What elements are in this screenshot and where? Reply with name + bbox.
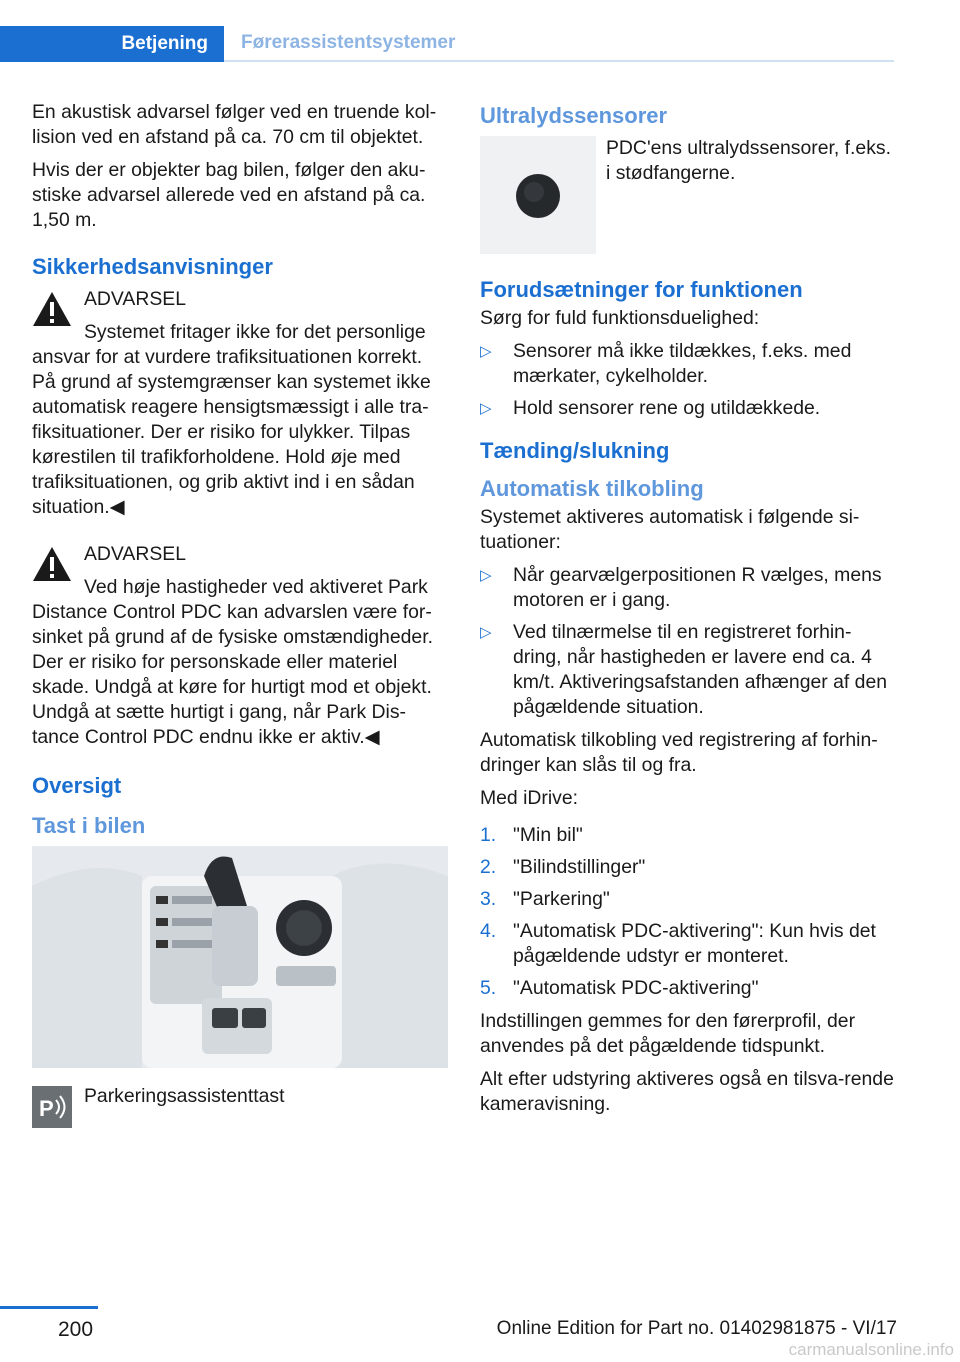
sensors-heading: Ultralydssensorer: [480, 103, 668, 128]
list-item: [480, 396, 896, 421]
list-item-text: Ved tilnærmelse til en registreret forhin-dring, når hastigheden er lavere end ca. 4 km/t. Aktiveringsafstanden afhænger af den pågældende situation.: [513, 621, 888, 718]
overview-heading: Oversigt: [32, 773, 122, 798]
list-item-text: Hold sensorer rene og utildækkede.: [513, 397, 821, 419]
warning-block-2: [32, 542, 448, 750]
center-console-photo: [32, 846, 448, 1068]
warning-triangle-icon: [32, 291, 72, 327]
step-number: 5.: [480, 977, 497, 999]
list-item-text: Når gearvælgerpositionen R vælges, mens motoren er i gang.: [513, 564, 882, 611]
step-item: [480, 855, 896, 880]
sensor-image: [480, 136, 596, 254]
note-profile: Indstillingen gemmes for den førerprofil, der anvendes på det pågældende tidspunkt.: [480, 1010, 856, 1057]
step-text: "Bilindstillinger": [513, 856, 646, 878]
requirements-list: [480, 339, 896, 421]
header-bar: [0, 26, 960, 62]
ultrasonic-sensor-illustration: [480, 136, 596, 254]
step-item: [480, 976, 896, 1001]
step-text: "Automatisk PDC-aktivering": Kun hvis det pågældende udstyr er monteret.: [513, 920, 876, 967]
sensor-row: [480, 136, 896, 254]
step-number: 4.: [480, 920, 497, 942]
idrive-steps: [480, 823, 896, 1001]
tab-betjening[interactable]: Betjening: [0, 26, 224, 62]
button-heading: Tast i bilen: [32, 813, 146, 838]
intro-paragraph-2: Hvis der er objekter bag bilen, følger den aku-stiske advarsel allerede ved en afstand på ca. 1,50 m.: [32, 159, 426, 231]
sensors-description: PDC'ens ultralydssensorer, f.eks. i stødfangerne.: [606, 137, 891, 184]
step-item: [480, 823, 896, 848]
page-number: 200: [58, 1318, 94, 1341]
step-number: 1.: [480, 824, 497, 846]
list-item: [480, 620, 896, 720]
edition-text: Online Edition for Part no. 01402981875 - VI/17: [496, 1318, 897, 1339]
warning-2-body: Distance Control PDC kan advarslen være for-sinket på grund af de fysiske omstændigheder. Der er risiko for personskade eller materiel skade. Undgå at køre for hurtigt mod et objekt. Undgå at sætte hurtigt i gang, når Park Dis-tance Control PDC endnu ikke er aktiv.◀: [32, 601, 433, 748]
step-number: 2.: [480, 856, 497, 878]
auto-toggle-text: Automatisk tilkobling ved registrering af forhin-dringer kan slås til og fra.: [480, 729, 878, 776]
requirements-heading: Forudsætninger for funktionen: [480, 277, 803, 302]
step-text: "Automatisk PDC-aktivering": [513, 977, 759, 999]
triangle-bullet-icon: ▷: [480, 343, 492, 360]
list-item-text: Sensorer må ikke tildækkes, f.eks. med mærkater, cykelholder.: [513, 340, 852, 387]
step-item: [480, 919, 896, 969]
warning-1-first-line: Systemet fritager ikke for det personlige: [84, 321, 426, 343]
console-illustration: [32, 846, 448, 1068]
left-column: [32, 100, 448, 1126]
tab-forerassistentsystemer[interactable]: Førerassistentsystemer: [224, 26, 894, 62]
footer-accent-line: [0, 1306, 98, 1309]
list-item: [480, 563, 896, 613]
warning-2-first-line: Ved høje hastigheder ved aktiveret Park: [84, 576, 428, 598]
warning-2-title: ADVARSEL: [84, 543, 187, 565]
auto-list: [480, 563, 896, 720]
triangle-bullet-icon: ▷: [480, 567, 492, 584]
parking-assistant-caption: [32, 1084, 448, 1126]
step-text: "Parkering": [513, 888, 610, 910]
warning-1-title: ADVARSEL: [84, 288, 187, 310]
auto-intro: Systemet aktiveres automatisk i følgende si-tuationer:: [480, 506, 860, 553]
auto-heading: Automatisk tilkobling: [480, 476, 704, 501]
list-item: [480, 339, 896, 389]
watermark: carmanualsonline.info: [788, 1340, 954, 1359]
warning-triangle-icon: [32, 546, 72, 582]
step-text: "Min bil": [513, 824, 583, 846]
intro-paragraph-1: En akustisk advarsel følger ved en truende kol-lision ved en afstand på ca. 70 cm til objektet.: [32, 101, 437, 148]
warning-block-1: [32, 287, 448, 520]
safety-heading: Sikkerhedsanvisninger: [32, 254, 273, 279]
parking-assistant-icon: [32, 1086, 72, 1128]
step-number: 3.: [480, 888, 497, 910]
svg-text:P: P: [39, 1096, 54, 1121]
warning-1-body: ansvar for at vurdere trafiksituationen korrekt. På grund af systemgrænser kan systemet ikke automatisk reagere hensigtsmæssigt i alle tra-fiksituationer. Der er risiko for ulykker. Tilpas kørestilen til trafikforholdene. Hold øje med trafiksituationen, og grib aktivt ind i en sådan situation.◀: [32, 346, 431, 518]
caption-text: Parkeringsassistenttast: [84, 1085, 285, 1107]
note-camera: Alt efter udstyring aktiveres også en tilsva-rende kameravisning.: [480, 1068, 894, 1115]
triangle-bullet-icon: ▷: [480, 624, 492, 641]
idrive-intro: Med iDrive:: [480, 787, 579, 809]
right-column: [480, 100, 896, 1125]
triangle-bullet-icon: ▷: [480, 400, 492, 417]
requirements-intro: Sørg for fuld funktionsduelighed:: [480, 307, 760, 329]
step-item: [480, 887, 896, 912]
on-off-heading: Tænding/slukning: [480, 438, 670, 463]
